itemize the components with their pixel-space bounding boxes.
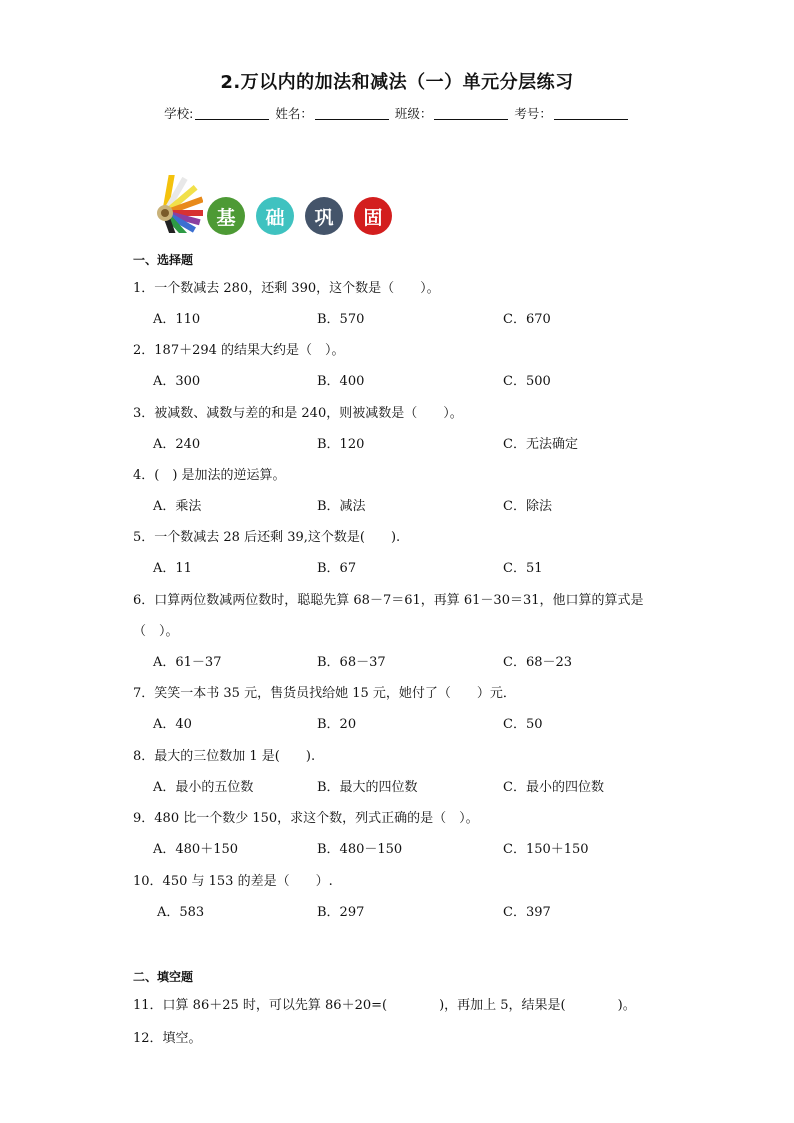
q6-option-c[interactable]: C．68－23: [503, 655, 573, 670]
q9-option-b[interactable]: B．480－150: [317, 842, 403, 857]
q2-option-c[interactable]: C．500: [503, 374, 551, 389]
page-title: 2.万以内的加法和减法（一）单元分层练习: [220, 72, 574, 93]
q1-option-c[interactable]: C．670: [503, 312, 551, 327]
exam-no-label: 考号：: [514, 106, 552, 121]
section-heading-fill: 二、填空题: [133, 970, 194, 984]
question-12: 12．填空。: [133, 1031, 202, 1046]
q5-option-b[interactable]: B．67: [317, 561, 357, 576]
q8-option-b[interactable]: B．最大的四位数: [317, 780, 418, 795]
question-11: 11．口算 86＋25 时，可以先算 86＋20=( )，再加上 5，结果是( )。: [133, 998, 636, 1013]
q7-option-b[interactable]: B．20: [317, 717, 357, 732]
q6-option-a[interactable]: A．61－37: [153, 655, 222, 670]
school-blank[interactable]: [195, 107, 269, 120]
q2-option-a[interactable]: A．300: [153, 374, 201, 389]
q2-option-b[interactable]: B．400: [317, 374, 365, 389]
question-4: 4．( ) 是加法的逆运算。: [133, 468, 286, 483]
section-heading-choice: 一、选择题: [133, 253, 194, 267]
student-info-line: [0, 104, 794, 122]
q10-option-b[interactable]: B．297: [317, 905, 365, 920]
question-6-continuation: （ ）。: [133, 624, 179, 639]
q3-option-b[interactable]: B．120: [317, 437, 365, 452]
q7-option-a[interactable]: A．40: [153, 717, 192, 732]
q10-option-a[interactable]: A．583: [157, 905, 205, 920]
question-6: 6．口算两位数减两位数时，聪聪先算 68－7＝61，再算 61－30＝31，他口算的算式是: [133, 593, 644, 608]
badge-char-3: 巩: [305, 197, 343, 235]
color-pencils-icon: [145, 175, 203, 233]
question-3: 3．被减数、减数与差的和是 240，则被减数是（ ）。: [133, 406, 463, 421]
q10-option-c[interactable]: C．397: [503, 905, 551, 920]
school-label: 学校:: [164, 106, 194, 121]
q8-option-a[interactable]: A．最小的五位数: [153, 780, 254, 795]
exam-no-blank[interactable]: [554, 107, 628, 120]
question-2: 2．187＋294 的结果大约是（ ）。: [133, 343, 345, 358]
q5-option-c[interactable]: C．51: [503, 561, 543, 576]
question-7: 7．笑笑一本书 35 元，售货员找给她 15 元，她付了（ ）元．: [133, 686, 516, 701]
name-label: 姓名：: [275, 106, 313, 121]
q1-option-a[interactable]: A．110: [153, 312, 201, 327]
class-label: 班级：: [394, 106, 433, 121]
q4-option-b[interactable]: B．减法: [317, 499, 366, 514]
class-blank[interactable]: [434, 107, 508, 120]
q9-option-c[interactable]: C．150＋150: [503, 842, 589, 857]
question-5: 5．一个数减去 28 后还剩 39,这个数是( ).: [133, 530, 401, 545]
q3-option-c[interactable]: C．无法确定: [503, 437, 578, 452]
badge-char-2: 础: [256, 197, 294, 235]
name-blank[interactable]: [315, 107, 389, 120]
q1-option-b[interactable]: B．570: [317, 312, 365, 327]
q8-option-c[interactable]: C．最小的四位数: [503, 780, 604, 795]
level-badge: [145, 175, 405, 237]
q4-option-a[interactable]: A．乘法: [153, 499, 202, 514]
question-8: 8．最大的三位数加 1 是( ).: [133, 749, 316, 764]
badge-char-1: 基: [207, 197, 245, 235]
q7-option-c[interactable]: C．50: [503, 717, 543, 732]
question-9: 9．480 比一个数少 150，求这个数，列式正确的是（ ）。: [133, 811, 479, 826]
q6-option-b[interactable]: B．68－37: [317, 655, 386, 670]
q5-option-a[interactable]: A．11: [153, 561, 192, 576]
question-1: 1．一个数减去 280，还剩 390，这个数是（ ）。: [133, 281, 440, 296]
badge-char-4: 固: [354, 197, 392, 235]
q4-option-c[interactable]: C．除法: [503, 499, 552, 514]
q9-option-a[interactable]: A．480＋150: [153, 842, 239, 857]
question-10: 10．450 与 153 的差是（ ）.: [133, 874, 333, 889]
q3-option-a[interactable]: A．240: [153, 437, 201, 452]
